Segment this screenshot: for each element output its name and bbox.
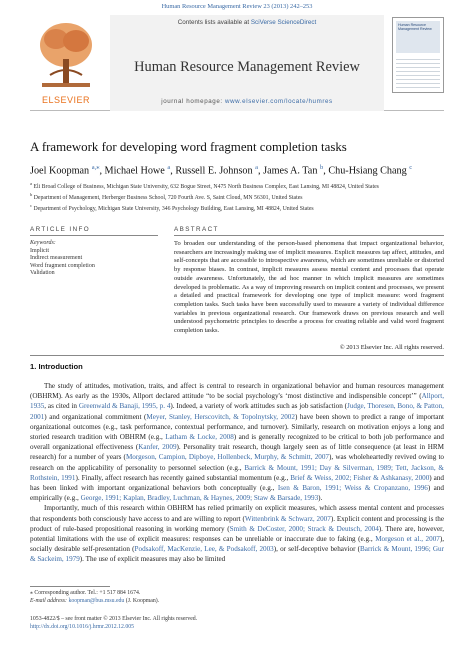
footnote-divider — [30, 586, 110, 587]
body-text-run: ) and has been linked with important organizational behaviors both conceptually (e.g., — [30, 473, 444, 493]
author-name[interactable]: Chu-Hsiang Chang — [328, 165, 410, 177]
cover-lines — [396, 56, 440, 90]
homepage-prefix: journal homepage: — [161, 98, 225, 105]
citation-link[interactable]: Barrick & Mount, 1991; Day & Silverman, 1989; Tett, Jackson, & Rothstein, 1991 — [30, 463, 444, 482]
citation-link[interactable]: Kanfer, 2009 — [138, 443, 177, 452]
introduction-heading: 1. Introduction — [30, 362, 83, 371]
affiliation-text: Eli Broad College of Business, Michigan State University, 632 Bogue Street, N475 North Business Complex, East Lansing, MI 48824, United States — [32, 183, 379, 190]
body-text-run: ). There are, however, potential limitations with the use of explicit measures: responses can be unreliable or inaccurate due to faking (e.g., — [30, 524, 444, 544]
issn-line: 1053-4822/$ – see front matter © 2013 Elsevier Inc. All rights reserved. — [30, 616, 198, 622]
sciencedirect-link[interactable]: SciVerse ScienceDirect — [250, 19, 317, 26]
author-affiliation-marker[interactable]: a — [255, 164, 259, 171]
email-link[interactable]: koopman@bus.msu.edu — [68, 598, 125, 605]
article-info-divider — [30, 235, 158, 236]
citation-link[interactable]: Brief & Weiss, 2002; Fisher & Ashkanasy, 2000 — [290, 473, 430, 482]
author-separator: , — [99, 165, 105, 177]
author-affiliation-marker[interactable]: c — [409, 164, 413, 171]
citation-link[interactable]: George, 1991; Kaplan, Bradley, Luchman, & Haynes, 2009; Staw & Barsade, 1993 — [80, 494, 319, 503]
body-text-run: ). Explicit content and processing is the product of rule-based propositional reasoning in working memory ( — [30, 514, 444, 533]
body-text-run: ). Personality trait research, though largely seen as of little consequence (at least in HRM research) for a number of years ( — [30, 443, 444, 462]
author-separator: , — [258, 165, 264, 177]
author-separator: , — [323, 165, 329, 177]
affiliation-line — [30, 180, 444, 191]
body-text-run: ), or self-deceptive behavior ( — [273, 545, 361, 554]
email-suffix: (J. Koopman). — [124, 598, 160, 605]
author-affiliation-marker[interactable]: a,⁎ — [91, 164, 100, 171]
introduction-paragraph-1 — [30, 381, 444, 503]
affiliation-line — [30, 202, 444, 213]
keywords-block — [30, 240, 158, 278]
author-name[interactable]: Michael Howe — [104, 165, 168, 177]
citation-link[interactable]: Judge, Thoresen, Bono, & Patton, 2001 — [30, 402, 444, 421]
body-text-run: ), socially desirable self-presentation ( — [30, 535, 445, 554]
body-text-run: , as cited in — [44, 402, 79, 411]
elsevier-tree-logo — [30, 15, 102, 95]
affiliation-line — [30, 191, 444, 202]
journal-header — [30, 15, 444, 111]
article-title: A framework for developing word fragment completion tasks — [30, 140, 347, 154]
citation-link[interactable]: Morgeson et al., 2007 — [375, 535, 440, 544]
citation-link[interactable]: Allport, 1935 — [30, 392, 444, 411]
citation-link[interactable]: Wittenbrink & Schwarz, 2007 — [244, 514, 331, 523]
citation-link[interactable]: Isen & Baron, 1991; Weiss & Cropanzano, 1996 — [277, 484, 428, 493]
journal-homepage — [110, 98, 384, 105]
citation-link[interactable]: Greenwald & Banaji, 1995, p. 4 — [78, 402, 171, 411]
article-info-heading: ARTICLE INFO — [30, 226, 91, 233]
author-name[interactable]: Russell E. Johnson — [175, 165, 256, 177]
body-text-run: ), was wholeheartedly revived owing to research on the applicability of personality to personnel selection (e.g., — [30, 453, 445, 472]
citation-link[interactable]: Smith & DeCoster, 2000; Strack & Deutsch, 2004 — [229, 524, 379, 533]
affiliation-text: Department of Psychology, Michigan State University, 346 Psychology Building, East Lansing, MI 48824, United States — [32, 206, 314, 213]
author-affiliation-marker[interactable]: b — [319, 164, 324, 171]
affiliation-marker: c — [30, 203, 32, 209]
contents-prefix: Contents lists available at — [177, 19, 251, 26]
author-separator: , — [170, 165, 176, 177]
affiliation-text: Department of Management, Herberger Business School, 720 Fourth Ave. S, Saint Cloud, MN 56301, United States — [32, 195, 303, 202]
keywords-label: Keywords: — [30, 240, 56, 246]
body-text-run: ). Indeed, a variety of work attitudes such as job satisfaction ( — [170, 402, 348, 411]
citation-link[interactable]: Meyer, Stanley, Herscovitch, & Topolnytsky, 2002 — [146, 412, 295, 421]
author-name[interactable]: James A. Tan — [263, 165, 320, 177]
introduction-body — [30, 381, 444, 565]
author-affiliation-marker[interactable]: a — [167, 164, 171, 171]
abstract-text: To broaden our understanding of the person-based phenomena that impact organizational behavior, researchers are increasingly making use of implicit measures. Explicit measures tap affect, attitudes, and self-concepts that are accessible to introspective awareness, which are sometimes unreliable or distorted by response biases. In contrast, implicit measures assess mental content and processes that operate outside awareness. Unfortunately, the ad hoc manner in which implicit measures are sometimes developed is problematic. As a way of improving research on implicit content and processes, we present a detailed and practical framework for developing one type of implicit measure: word fragment completion tasks. Such tasks have been successfully used to measure a variety of individual difference variables in previous organizational research. Our framework draws on previous research and well understood psychometric principles to describe a process for creating reliable and valid word fragment completion tasks. — [174, 240, 444, 335]
body-text-run: Importantly, much of this research within OBHRM has relied primarily on explicit measures, which assess mental content and processes that respondents both consciously have access to and are willing to report ( — [30, 504, 444, 523]
citation-link[interactable]: Podsakoff, MacKenzie, Lee, & Podsakoff, 2003 — [134, 545, 274, 554]
author-name[interactable]: Joel Koopman — [30, 165, 92, 177]
abstract-divider — [174, 235, 444, 236]
body-text-run: ) have been shown to predict a range of important organizational outcomes (e.g., task performance, contextual performance, and turnover). Similarly, research on motivation enjoys a long and storied research tradition with OBHRM (e.g., — [30, 412, 445, 442]
author-list — [30, 163, 444, 176]
citation-link[interactable]: Latham & Locke, 2008 — [165, 433, 234, 442]
email-line — [30, 597, 444, 605]
body-text-run: ) and organizational commitment ( — [44, 412, 147, 421]
keyword-item: Indirect measurement — [30, 255, 83, 262]
abstract-heading: ABSTRACT — [174, 226, 219, 233]
journal-banner — [110, 15, 384, 111]
keyword-item: Validation — [30, 270, 55, 277]
body-text-run: The study of attitudes, motivation, traits, and affect is central to research in organizational behavior and human resources management (OBHRM). As early as the 1930s, Allport declared attitude “to be social psychology's ‘most distinctive and indispensible concept’” ( — [30, 382, 444, 401]
affiliation-marker: b — [30, 192, 33, 198]
cover-title: Human Resource Management Review — [398, 23, 432, 32]
affiliations — [30, 180, 444, 214]
doi-link[interactable]: http://dx.doi.org/10.1016/j.hrmr.2012.12.005 — [30, 624, 135, 631]
contents-line — [110, 19, 384, 26]
keyword-item: Word fragment completion — [30, 262, 95, 269]
affiliation-marker: a — [30, 181, 32, 186]
body-text-run: ). Finally, affect research has recently gained substantial momentum (e.g., — [75, 473, 291, 482]
abstract-copyright: © 2013 Elsevier Inc. All rights reserved. — [339, 344, 444, 351]
homepage-link[interactable]: www.elsevier.com/locate/humres — [225, 98, 333, 105]
body-text-run: ) and is generally recognized to be critical to both job performance and overall organizational effectiveness ( — [30, 433, 444, 452]
corresponding-author-note: ⁎ Corresponding author. Tel.: +1 517 884 1674. — [30, 590, 141, 596]
body-text-run: ) and empirically (e.g., — [30, 484, 444, 503]
citation-link[interactable]: Morgeson, Campion, Dipboye, Hollenbeck, Murphy, & Schmitt, 2007 — [125, 453, 330, 462]
citation-link[interactable]: Barrick & Mount, 1996; Gur & Sackeim, 1979 — [30, 545, 444, 564]
journal-title: Human Resource Management Review — [134, 59, 360, 75]
issn-block — [30, 615, 444, 631]
body-text-run: ). — [318, 494, 323, 503]
publisher-name: ELSEVIER — [41, 95, 91, 105]
introduction-paragraph-2 — [30, 503, 444, 564]
journal-reference[interactable]: Human Resource Management Review 23 (2013) 242–253 — [161, 3, 313, 10]
body-text-run: ). The use of explicit measures may also be limited — [79, 555, 226, 564]
footnote — [30, 589, 444, 605]
email-label: E-mail address: — [30, 598, 69, 605]
journal-cover-thumbnail — [392, 17, 444, 93]
abstract-bottom-divider — [30, 355, 444, 356]
keyword-item: Implicit — [30, 247, 49, 254]
